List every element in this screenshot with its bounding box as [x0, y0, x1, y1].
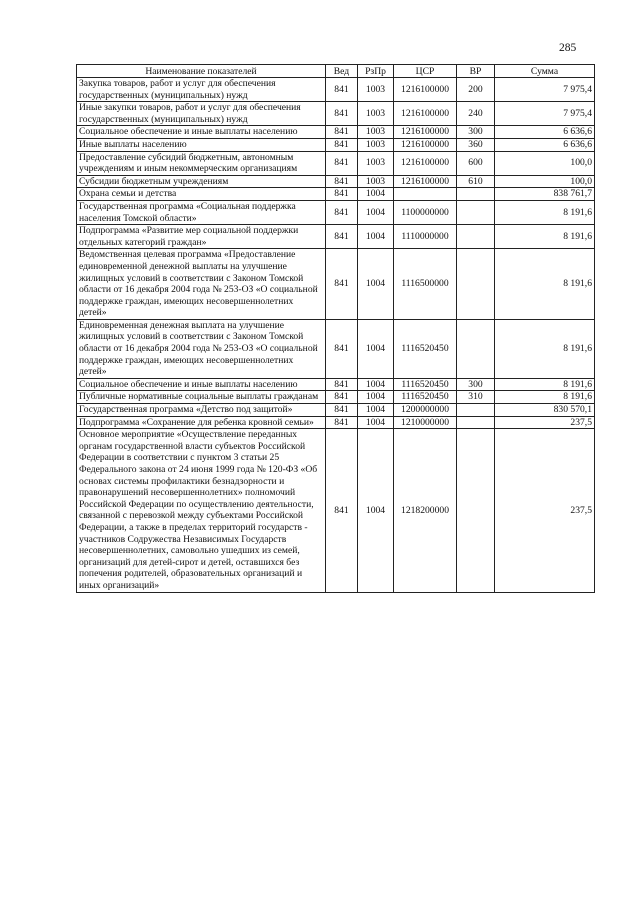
row-rzpr: 1003	[358, 175, 394, 188]
row-name: Ведомственная целевая программа «Предоставление единовременной денежной выплаты на улучшение жилищных условий в соответствии с Законом Томской области от 16 декабря 2004 года № 253-ОЗ «О социальной поддержке граждан, имеющих несовершеннолетних детей»	[77, 249, 326, 320]
table-row	[77, 151, 595, 175]
row-sum: 6 636,6	[495, 138, 595, 151]
table-row	[77, 126, 595, 139]
page-number: 285	[559, 42, 577, 54]
row-rzpr: 1004	[358, 249, 394, 320]
row-vr	[457, 249, 495, 320]
row-csr: 1210000000	[394, 416, 457, 429]
row-name: Охрана семьи и детства	[77, 188, 326, 201]
row-csr: 1216100000	[394, 138, 457, 151]
header-sum: Сумма	[495, 65, 595, 78]
table-row	[77, 138, 595, 151]
row-vr: 360	[457, 138, 495, 151]
row-ved: 841	[326, 138, 358, 151]
table-row	[77, 249, 595, 320]
header-vr: ВР	[457, 65, 495, 78]
row-rzpr: 1004	[358, 416, 394, 429]
table-row	[77, 378, 595, 391]
budget-table	[76, 64, 595, 593]
row-ved: 841	[326, 151, 358, 175]
header-ved: Вед	[326, 65, 358, 78]
row-name: Основное мероприятие «Осуществление переданных органам государственной власти субъектов Российской Федерации в соответствии с пунктом 3 статьи 25 Федерального закона от 24 июня 1999 года № 120-ФЗ «Об основах системы профилактики безнадзорности и правонарушений несовершеннолетних» полномочий Российской Федерации по осуществлению деятельности, связанной с перевозкой между субъектами Российской Федерации, а также в пределах территорий государств - участников Содружества Независимых Государств несовершеннолетних, самовольно ушедших из семей, организаций для детей-сирот и детей, оставшихся без попечения родителей, образовательных организаций и иных организаций»	[77, 429, 326, 592]
row-sum: 237,5	[495, 429, 595, 592]
row-ved: 841	[326, 429, 358, 592]
row-ved: 841	[326, 416, 358, 429]
row-vr	[457, 188, 495, 201]
header-name: Наименование показателей	[77, 65, 326, 78]
row-ved: 841	[326, 200, 358, 224]
row-sum: 237,5	[495, 416, 595, 429]
row-sum: 8 191,6	[495, 225, 595, 249]
row-csr: 1116520450	[394, 378, 457, 391]
row-ved: 841	[326, 102, 358, 126]
row-ved: 841	[326, 378, 358, 391]
row-name: Социальное обеспечение и иные выплаты населению	[77, 126, 326, 139]
row-vr: 610	[457, 175, 495, 188]
row-csr: 1216100000	[394, 102, 457, 126]
row-name: Закупка товаров, работ и услуг для обеспечения государственных (муниципальных) нужд	[77, 78, 326, 102]
row-name: Публичные нормативные социальные выплаты гражданам	[77, 391, 326, 404]
row-vr	[457, 404, 495, 417]
table-row	[77, 200, 595, 224]
row-sum: 830 570,1	[495, 404, 595, 417]
row-ved: 841	[326, 188, 358, 201]
row-name: Подпрограмма «Сохранение для ребенка кровной семьи»	[77, 416, 326, 429]
table-row	[77, 78, 595, 102]
row-sum: 8 191,6	[495, 249, 595, 320]
table-row	[77, 225, 595, 249]
row-ved: 841	[326, 404, 358, 417]
row-sum: 7 975,4	[495, 102, 595, 126]
header-csr: ЦСР	[394, 65, 457, 78]
row-vr	[457, 416, 495, 429]
table-header-row	[77, 65, 595, 78]
row-csr: 1116520450	[394, 319, 457, 378]
row-name: Единовременная денежная выплата на улучшение жилищных условий в соответствии с Законом Томской области от 16 декабря 2004 года № 253-ОЗ «О социальной поддержке граждан, имеющих несовершеннолетних детей»	[77, 319, 326, 378]
row-rzpr: 1004	[358, 188, 394, 201]
row-ved: 841	[326, 391, 358, 404]
row-name: Иные закупки товаров, работ и услуг для обеспечения государственных (муниципальных) нужд	[77, 102, 326, 126]
row-csr: 1116500000	[394, 249, 457, 320]
row-sum: 6 636,6	[495, 126, 595, 139]
table-row	[77, 429, 595, 592]
row-vr	[457, 200, 495, 224]
row-name: Предоставление субсидий бюджетным, автономным учреждениям и иным некоммерческим организациям	[77, 151, 326, 175]
row-rzpr: 1004	[358, 225, 394, 249]
row-csr: 1116520450	[394, 391, 457, 404]
row-csr: 1100000000	[394, 200, 457, 224]
row-vr: 600	[457, 151, 495, 175]
row-rzpr: 1003	[358, 102, 394, 126]
table-row	[77, 175, 595, 188]
row-vr: 300	[457, 378, 495, 391]
row-rzpr: 1004	[358, 391, 394, 404]
row-rzpr: 1004	[358, 429, 394, 592]
row-rzpr: 1003	[358, 126, 394, 139]
row-sum: 8 191,6	[495, 378, 595, 391]
row-csr: 1110000000	[394, 225, 457, 249]
row-csr: 1216100000	[394, 151, 457, 175]
row-csr: 1216100000	[394, 126, 457, 139]
row-rzpr: 1004	[358, 404, 394, 417]
row-sum: 8 191,6	[495, 391, 595, 404]
row-rzpr: 1004	[358, 378, 394, 391]
row-ved: 841	[326, 225, 358, 249]
row-name: Государственная программа «Детство под защитой»	[77, 404, 326, 417]
table-row	[77, 391, 595, 404]
row-ved: 841	[326, 249, 358, 320]
row-vr	[457, 319, 495, 378]
row-csr	[394, 188, 457, 201]
table-row	[77, 102, 595, 126]
row-ved: 841	[326, 319, 358, 378]
row-vr: 310	[457, 391, 495, 404]
row-rzpr: 1003	[358, 151, 394, 175]
row-name: Государственная программа «Социальная поддержка населения Томской области»	[77, 200, 326, 224]
row-sum: 7 975,4	[495, 78, 595, 102]
row-ved: 841	[326, 175, 358, 188]
table-row	[77, 416, 595, 429]
row-vr	[457, 225, 495, 249]
row-vr	[457, 429, 495, 592]
row-name: Иные выплаты населению	[77, 138, 326, 151]
row-vr: 240	[457, 102, 495, 126]
row-ved: 841	[326, 126, 358, 139]
table-row	[77, 404, 595, 417]
row-csr: 1200000000	[394, 404, 457, 417]
row-ved: 841	[326, 78, 358, 102]
header-rzpr: РзПр	[358, 65, 394, 78]
row-rzpr: 1003	[358, 138, 394, 151]
row-csr: 1218200000	[394, 429, 457, 592]
row-sum: 8 191,6	[495, 200, 595, 224]
table-row	[77, 188, 595, 201]
row-sum: 838 761,7	[495, 188, 595, 201]
row-rzpr: 1003	[358, 78, 394, 102]
row-name: Субсидии бюджетным учреждениям	[77, 175, 326, 188]
row-csr: 1216100000	[394, 78, 457, 102]
row-rzpr: 1004	[358, 319, 394, 378]
row-csr: 1216100000	[394, 175, 457, 188]
table-row	[77, 319, 595, 378]
row-vr: 200	[457, 78, 495, 102]
row-sum: 100,0	[495, 151, 595, 175]
row-rzpr: 1004	[358, 200, 394, 224]
row-sum: 8 191,6	[495, 319, 595, 378]
row-vr: 300	[457, 126, 495, 139]
row-sum: 100,0	[495, 175, 595, 188]
row-name: Подпрограмма «Развитие мер социальной поддержки отдельных категорий граждан»	[77, 225, 326, 249]
row-name: Социальное обеспечение и иные выплаты населению	[77, 378, 326, 391]
